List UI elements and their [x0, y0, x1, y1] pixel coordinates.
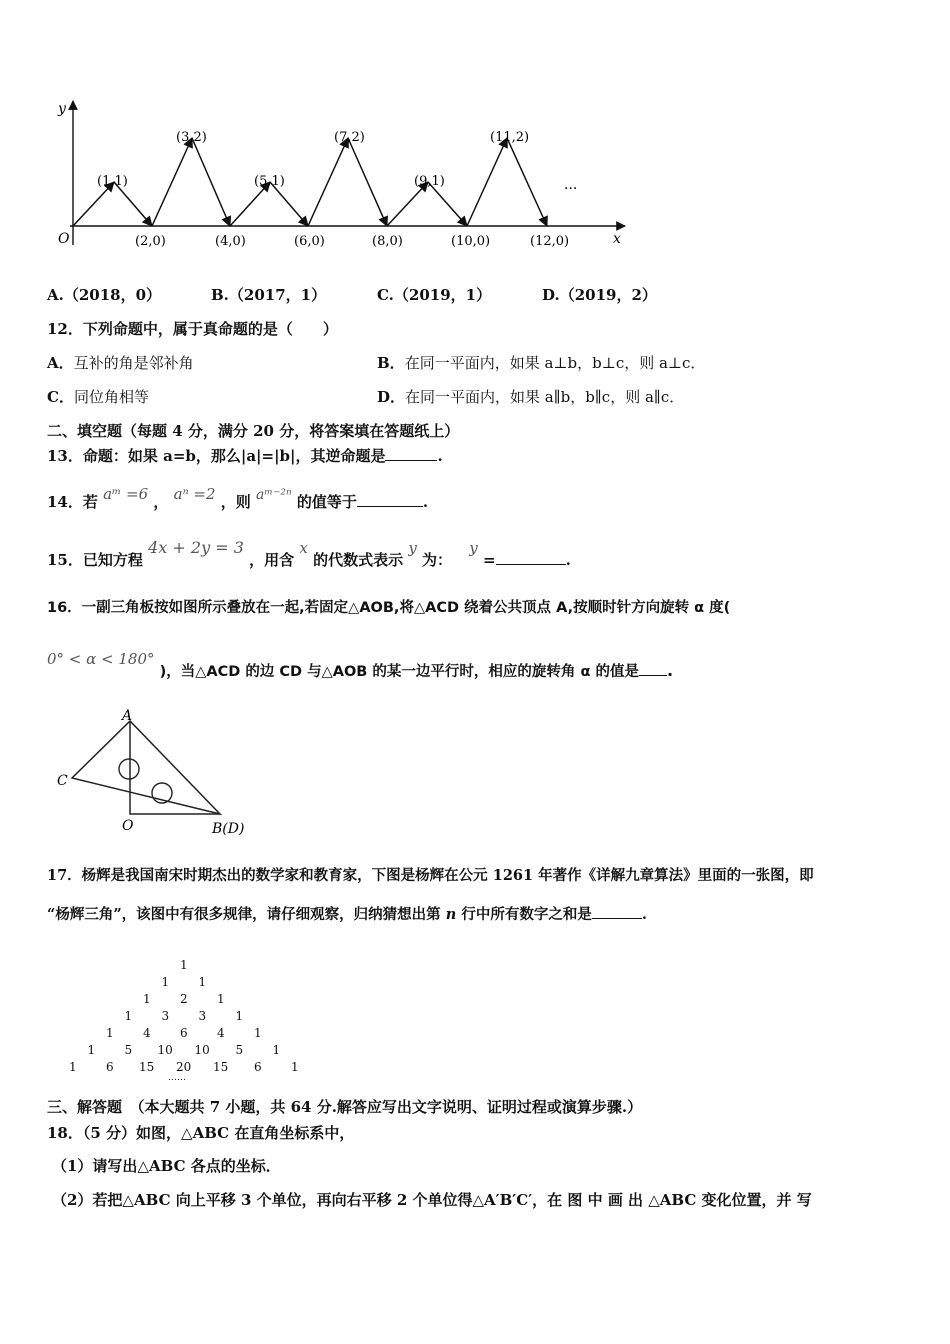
- triangle-number: 6: [106, 1060, 114, 1074]
- option-letter: B．: [377, 354, 405, 372]
- peak-label: (5,1): [254, 174, 285, 189]
- q14-sep1: ，: [153, 493, 169, 511]
- label-c: C: [57, 773, 68, 789]
- q13: [47, 446, 443, 466]
- triangle-board-figure: [52, 706, 252, 841]
- zigzag-segment: [308, 138, 348, 226]
- q17-line1: 17．杨辉是我国南宋时期杰出的数学家和教育家，下图是杨辉在公元 1261 年著作《详解九章算法》里面的一张图，即: [47, 867, 814, 884]
- peak-label: (3,2): [176, 130, 207, 145]
- triangle-number: 1: [291, 1060, 299, 1074]
- section-2-title: 二、填空题（每题 4 分，满分 20 分，将答案填在答题纸上）: [47, 422, 460, 440]
- answer-blank[interactable]: [639, 661, 667, 676]
- q14-end: .: [422, 493, 429, 511]
- triangle-acd: [72, 721, 220, 814]
- label-o: O: [122, 818, 134, 834]
- q13-text: 13．命题：如果 a=b，那么|a|=|b|，其逆命题是: [47, 447, 386, 465]
- label-bd: B(D): [212, 821, 245, 837]
- triangle-number: 10: [194, 1043, 210, 1057]
- q11-option-d[interactable]: [542, 285, 657, 305]
- option-text: （2017，1）: [228, 286, 327, 304]
- option-letter: A.: [47, 286, 64, 304]
- zigzag-graph: [40, 95, 640, 255]
- triangle-number: 3: [198, 1009, 207, 1023]
- axis-point-label: (4,0): [215, 234, 246, 249]
- q16-end: .: [666, 661, 674, 680]
- option-letter: D．: [377, 388, 406, 406]
- answer-blank[interactable]: [592, 904, 642, 919]
- q11-option-b[interactable]: [211, 285, 326, 305]
- q14-expr1: aᵐ =6: [103, 485, 149, 503]
- triangle-number: 4: [217, 1026, 225, 1040]
- graph-ellipsis: ···: [564, 181, 578, 197]
- q12-option-d[interactable]: [377, 387, 684, 407]
- triangle-number: 1: [161, 975, 170, 989]
- q15-mid1: ，用含: [249, 551, 295, 569]
- axis-point-label: (2,0): [135, 234, 166, 249]
- zigzag-segment: [152, 138, 192, 226]
- triangle-number: 1: [254, 1026, 262, 1040]
- q12-option-a[interactable]: [47, 353, 194, 373]
- triangle-number: 2: [180, 992, 188, 1006]
- q12-option-b[interactable]: [377, 353, 705, 373]
- q15-mid3: 为：: [422, 551, 453, 569]
- triangle-number: 6: [180, 1026, 188, 1040]
- q15-var-y: y: [408, 539, 417, 557]
- triangle-number: 1: [124, 1009, 133, 1023]
- triangle-number: 10: [157, 1043, 173, 1057]
- triangle-number: 20: [176, 1060, 192, 1074]
- triangle-number: 5: [235, 1043, 244, 1057]
- answer-blank[interactable]: [357, 492, 423, 507]
- q17-line2-a: “杨辉三角”，该图中有很多规律，请仔细观察，归纳猜想出第: [47, 906, 441, 923]
- triangle-number: 15: [213, 1060, 229, 1074]
- q13-end: .: [437, 447, 443, 465]
- axis-point-label: (10,0): [451, 234, 491, 249]
- triangle-number: 1: [69, 1060, 77, 1074]
- option-text: （2018，0）: [63, 286, 162, 304]
- peak-label: (9,1): [414, 174, 445, 189]
- triangle-number: 1: [235, 1009, 244, 1023]
- option-text: 互补的角是邻补角: [73, 354, 194, 372]
- circle-hole: [119, 759, 139, 779]
- answer-blank[interactable]: [385, 446, 437, 461]
- q14-expr3: aᵐ⁻²ⁿ: [256, 487, 292, 503]
- triangle-number: 1: [180, 958, 188, 972]
- triangle-number: 1: [217, 992, 225, 1006]
- q17-line2-b: 行中所有数字之和是: [461, 906, 592, 923]
- q14: [47, 484, 428, 514]
- option-letter: D.: [542, 286, 560, 304]
- option-text: （2019，1）: [393, 286, 492, 304]
- zigzag-path: [73, 138, 547, 226]
- triangle-number: 1: [106, 1026, 114, 1040]
- axis-point-label: (12,0): [530, 234, 570, 249]
- triangle-number: 5: [124, 1043, 133, 1057]
- q18-part1: （1）请写出△ABC 各点的坐标．: [52, 1157, 281, 1175]
- q15-end: .: [565, 551, 571, 569]
- y-axis-label: y: [58, 101, 66, 117]
- q15-equation: 4x + 2y = 3: [148, 538, 244, 557]
- answer-blank[interactable]: [496, 550, 566, 565]
- axis-point-label: (8,0): [372, 234, 403, 249]
- q15-eq: =: [483, 551, 496, 569]
- option-letter: B.: [211, 286, 229, 304]
- option-text: 在同一平面内，如果 a∥b，b∥c，则 a∥c．: [405, 388, 685, 406]
- axis-point-label: (6,0): [294, 234, 325, 249]
- q15-mid2: 的代数式表示: [313, 551, 404, 569]
- zigzag-segment: [507, 138, 547, 226]
- triangle-number: 15: [139, 1060, 155, 1074]
- triangle-number: 1: [198, 975, 207, 989]
- q17-line2: [47, 904, 647, 925]
- q11-option-a[interactable]: [47, 285, 161, 305]
- q18-part2: （2）若把△ABC 向上平移 3 个单位，再向右平移 2 个单位得△A′B′C′，在 图 中 画 出 △ABC 变化位置，并 写: [52, 1191, 812, 1209]
- triangle-number: 1: [143, 992, 151, 1006]
- triangle-number: 3: [161, 1009, 170, 1023]
- q17-end: .: [641, 906, 647, 923]
- zigzag-segment: [467, 138, 507, 226]
- q16-line2: )，当△ACD 的边 CD 与△AOB 的某一边平行时，相应的旋转角 α 的值是: [159, 664, 639, 680]
- q18-stem: 18．（5 分）如图，△ABC 在直角坐标系中，: [47, 1124, 355, 1142]
- origin-label: O: [58, 231, 70, 247]
- q15-prefix: 15．已知方程: [47, 551, 143, 569]
- q14-suffix: 的值等于: [296, 493, 357, 511]
- q14-expr2: aⁿ =2: [173, 485, 216, 503]
- option-text: 同位角相等: [73, 388, 149, 406]
- section-3-title: 三、解答题 （本大题共 7 小题，共 64 分.解答应写出文字说明、证明过程或演算步骤.）: [47, 1098, 643, 1116]
- q15: [47, 538, 571, 572]
- q15-var-y2: y: [469, 539, 478, 557]
- option-letter: C.: [377, 286, 394, 304]
- x-axis-label: x: [613, 231, 621, 247]
- triangle-number: 4: [143, 1026, 151, 1040]
- peak-label: (1,1): [97, 174, 128, 189]
- triangle-number: 1: [272, 1043, 281, 1057]
- q11-option-c[interactable]: [377, 285, 491, 305]
- option-text: 在同一平面内，如果 a⊥b，b⊥c，则 a⊥c．: [404, 354, 706, 372]
- triangle-number: 1: [87, 1043, 96, 1057]
- zigzag-segment: [192, 138, 230, 226]
- q15-var-x: x: [299, 539, 308, 557]
- label-a: A: [122, 708, 133, 724]
- q12-option-c[interactable]: [47, 387, 149, 407]
- zigzag-segment: [348, 138, 387, 226]
- q16-line2-wrap: [47, 648, 673, 682]
- q16-range: 0° < α < 180°: [47, 650, 155, 668]
- option-letter: C．: [47, 388, 74, 406]
- q16-line1: 16．一副三角板按如图所示叠放在一起,若固定△AOB,将△ACD 绕着公共顶点 A,按顺时针方向旋转 α 度(: [47, 600, 731, 616]
- q12-stem: 12．下列命题中，属于真命题的是（ ）: [47, 320, 338, 338]
- option-text: （2019，2）: [559, 286, 657, 304]
- q17-var-n: n: [445, 906, 457, 923]
- triangle-ellipsis: ……: [168, 1073, 186, 1083]
- option-letter: A．: [47, 354, 74, 372]
- q14-prefix: 14．若: [47, 493, 98, 511]
- triangle-number: 6: [254, 1060, 262, 1074]
- q14-sep2: ，则: [220, 493, 251, 511]
- peak-label: (7,2): [334, 130, 365, 145]
- peak-label: (11,2): [490, 130, 530, 145]
